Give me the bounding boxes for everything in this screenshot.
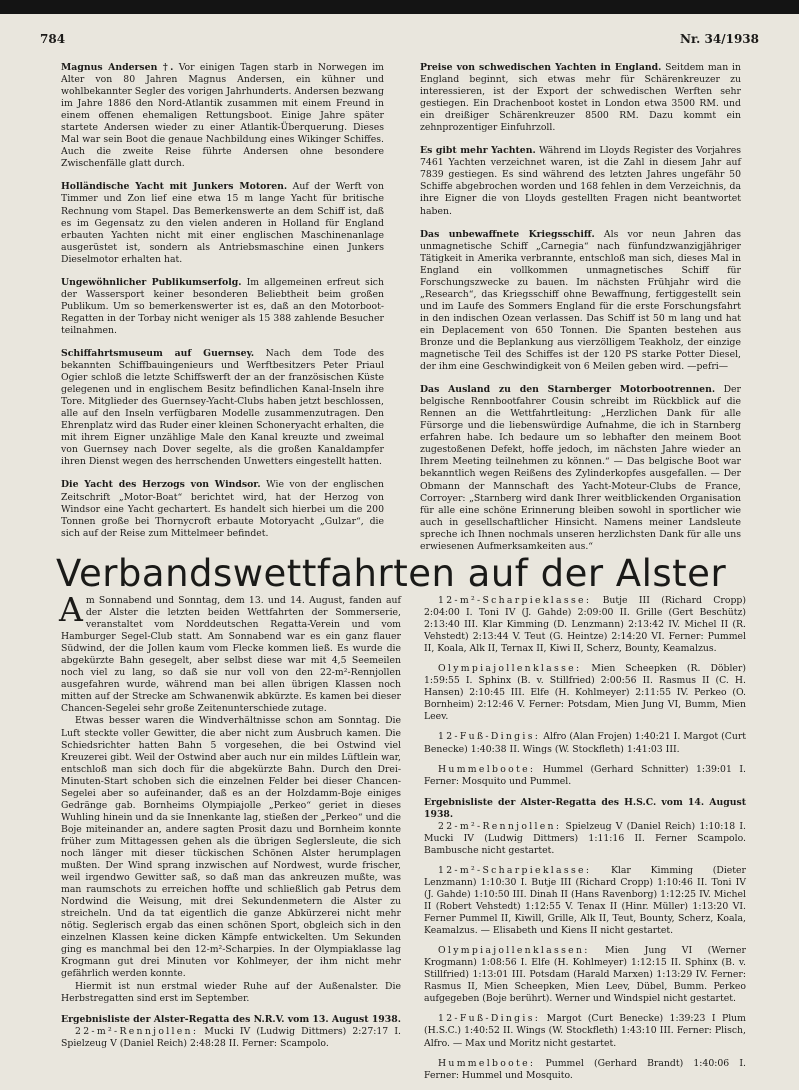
class-name: 22-m²-Rennjollen:: [75, 1025, 199, 1037]
results-text: Mien Scheepken (R. Döbler) 1:59:55 I. Sphinx (B. v. Stillfried) 2:00:56 II. Rasmus II (C. H. Hansen) 2:10:45 III. Elfe (H. Kohlmeyer) 2:11:55 IV. Perkeo (O. Bornheim) 2:12:46 V. Ferner: Potsdam, Mien Jung VI, Bumm, Mien Leev.: [424, 663, 746, 723]
class-name: Olympiajollenklasse:: [438, 663, 582, 675]
issue-number: Nr. 34/1938: [679, 32, 759, 46]
news-column-right: [420, 62, 741, 553]
results-entry: [424, 1058, 746, 1082]
results-entry: [424, 663, 746, 723]
news-title: Das unbewaffnete Kriegsschiff.: [420, 228, 595, 240]
drop-cap: A: [59, 590, 83, 629]
news-item: [420, 145, 741, 217]
article-paragraph: Etwas besser waren die Windverhältnisse schon am Sonntag. Die Luft steckte voller Gewitter, die aber nicht zum Ausbruch kamen. Die Schiedsrichter hatten Bahn 5 vorgesehen, die bei Ostwind viel Kreuzerei gibt. Weil der Ostwind aber auch nur ein mildes Lüftlein war, entschloß man sich doch für die abgekürzte Bahn. Durch den Drei-Minuten-Start schoben sich die einzelnen Felder bei dieser Chancen-Segelei aber so aufeinander, daß es an der Holzdamm-Boje einiges Gedränge gab. Bornheims Olympiajolle „Perkeo“ geriet in dieses Wuhling hinein und da sie Innenkante lag, stießen der „Perkeo“ und die Boje miteinander an, andere sagten Prosit dazu und Bornheim konnte früher zum Mittagessen gehen als die übrigen Seglersleute, die sich noch länger mit dieser tückischen Schönen Alster herumplagen mußten. Der Wind sprang inzwischen auf Nordwest, wurde frischer, weil irgendwo Gewitter saß, so daß man das ankreuzen mußte, was man raumschots zu erreichen hoffte und schließlich gab Petrus dem Nordwind die Weisung, mit drei Sekundenmetern die Alster zu streicheln. Und da tat eigentlich die ganze Abkürzerei nicht mehr nötig. Seglerisch ergab das einen schönen Sport, obgleich sich in den einzelnen Klassen keine dicken Kämpfe entwickelten. Um Sekunden ging es manchmal bei den 12-m²-Scharpies. In der Olympiaklasse lag Krogmann gut drei Minuten vor Kohlmeyer, der ihm nicht mehr gefährlich werden konnte.: [61, 715, 401, 980]
news-text: Wie von der englischen Zeitschrift „Motor-Boat“ berichtet wird, hat der Herzog von Windsor eine Yacht gechartert. Es handelt sich hierbei um die 200 Tonnen große bei Thornycroft erbaute Motoryacht „Gulzar“, die sich auf der Reise zum Mittelmeer befindet.: [61, 479, 384, 539]
results-entry: [424, 945, 746, 1005]
news-title: Die Yacht des Herzogs von Windsor.: [61, 479, 261, 491]
results-heading: Ergebnisliste der Alster-Regatta des N.R.V. vom 13. August 1938.: [61, 1013, 401, 1025]
results-heading: Ergebnisliste der Alster-Regatta des H.S.C. vom 14. August 1938.: [424, 796, 746, 820]
news-text: Im allgemeinen erfreut sich der Wassersport keiner besonderen Beliebtheit beim großen Publikum. Um so bemerkenswerter ist es, daß an den Motorboot-Regatten in der Torbay nicht weniger als 15 388 zahlende Besucher teilnahmen.: [61, 276, 384, 336]
news-title: Schiffahrtsmuseum auf Guernsey.: [61, 347, 255, 359]
news-text: Während im Lloyds Register des Vorjahres 7461 Yachten verzeichnet waren, ist die Zahl in diesem Jahr auf 7839 gestiegen. Es sind während des letzten Jahres ungefähr 50 Schiffe abgebrochen worden und 168 fehlen in dem Verzeichnis, da ihre Eigner die von Lloyds gestellten Fragen nicht beantwortet haben.: [420, 145, 741, 217]
news-text: Vor einigen Tagen starb in Norwegen im Alter von 80 Jahren Magnus Andersen, ein kühner und wohlbekannter Segler des vorigen Jahrhunderts. Andersen bezwang im Jahre 1886 den Nord-Atlantik zusammen mit einem Freund in einem offenen ehemaligen Rettungsboot. Einige Jahre später startete Andersen wieder zu einer Atlantik-Überquerung. Dieses Mal war sein Boot die genaue Nachbildung eines Wikinger Schiffes. Auch die zweite Reise führte Andersen ohne besondere Zwischenfälle glatt durch.: [61, 62, 384, 170]
news-item: [420, 229, 741, 374]
results-column-right: [424, 595, 746, 1090]
class-name: 12-m²-Scharpieklasse:: [438, 864, 592, 876]
news-column-left: [61, 62, 384, 540]
class-name: 12-m²-Scharpieklasse:: [438, 595, 592, 606]
results-entry: [424, 821, 746, 857]
class-name: 12-Fuß-Dingis:: [438, 731, 541, 743]
article-headline: Verbandswettfahrten auf der Alster: [56, 552, 727, 595]
news-title: Ungewöhnlicher Publikumserfolg.: [61, 276, 242, 288]
news-item: [61, 277, 384, 337]
results-entry: [424, 1013, 746, 1049]
class-name: 22-m²-Rennjollen:: [438, 820, 562, 832]
results-entry: [424, 731, 746, 755]
class-name: Hummelboote:: [438, 763, 536, 775]
page-number: 784: [40, 32, 66, 46]
news-title: Es gibt mehr Yachten.: [420, 145, 536, 157]
news-title: Holländische Yacht mit Junkers Motoren.: [61, 181, 288, 193]
article-paragraph: Hiermit ist nun erstmal wieder Ruhe auf der Außenalster. Die Herbstregatten sind erst im September.: [61, 980, 401, 1004]
article-column-left: [59, 590, 401, 1058]
news-title: Magnus Andersen †.: [61, 62, 174, 73]
results-text: Butje III (Richard Cropp) 2:04:00 I. Toni IV (J. Gahde) 2:09:00 II. Grille (Gert Beschütz) 2:13:40 III. Klar Kimming (D. Lenzmann) 2:13:42 IV. Michel II (R. Vehstedt) 2:13:44 V. Teut (G. Heintze) 2:14:20 VI. Ferner: Pummel II, Koala, Alk II, Ternax II, Kiwi II, Scherz, Bounty, Keamalzus.: [424, 595, 746, 655]
news-item: [61, 348, 384, 468]
news-title: Preise von schwedischen Yachten in England.: [420, 62, 662, 73]
news-title: Das Ausland zu den Starnberger Motorbootrennen.: [420, 384, 716, 396]
results-text: Hummel (Gerhard Schnitter) 1:39:01 I. Ferner: Mosquito und Pummel.: [424, 763, 746, 787]
results-entry: [424, 595, 746, 655]
news-text: Nach dem Tode des bekannten Schiffbauingenieurs und Werftbesitzers Peter Priaul Ogier schloß die letzte Schiffswerft der an der französischen Küste gelegenen und in englischem Besitz befindlichen Kanal-Inseln ihre Tore. Mitglieder des Guernsey-Yacht-Clubs haben jetzt beschlossen, alle auf den Inseln verfügbaren Modelle zusammenzutragen. Den Ehrenplatz wird das Ruder einer kleinen Schoneryacht erhalten, die mit ihrem Eigner unzählige Male den Kanal kreuzte und zweimal von Guernsey nach Dover segelte, als die großen Kanaldampfer ihren Dienst wegen des herrschenden Unwetters eingestellt hatten.: [61, 347, 384, 468]
news-item: [420, 384, 741, 553]
news-item: [420, 62, 741, 134]
news-item: [61, 181, 384, 265]
article-paragraph: [59, 590, 401, 715]
news-text: Als vor neun Jahren das unmagnetische Schiff „Carnegia“ nach fünfundzwanzigjähriger Tätigkeit in Amerika verbrannte, entschloß man sich, dieses Mal in England ein vollkommen unmagnetisches Schiff für Forschungszwecke zu bauen. Im nächsten Frühjahr wird die „Research“, das Kriegsschiff ohne Bewaffnung, fertiggestellt sein und im Laufe des Sommers England für die erste Forschungsfahrt in den indischen Ozean verlassen. Das Schiff ist 50 m lang und hat ein Deplacement von 650 Tonnen. Die Spanten bestehen aus Bronze und die Beplankung aus vierzölligem Teakholz, der einzige magnetische Teil des Schiffes ist der 120 PS starke Potter Diesel, der ihm eine Geschwindigkeit von 6 Meilen geben wird. —pefri—: [420, 228, 741, 373]
class-name: 12-Fuß-Dingis:: [438, 1013, 541, 1025]
results-text: Margot (Curt Benecke) 1:39:23 I Plum (H.S.C.) 1:40:52 II. Wings (W. Stockfleth) 1:43:10 III. Ferner: Plisch, Alfro. — Max und Moritz nicht gestartet.: [424, 1013, 746, 1049]
news-text: Der belgische Rennbootfahrer Cousin schreibt im Rückblick auf die Rennen an die Wettfahrtleitung: „Herzlichen Dank für alle Fürsorge und die liebenswürdige Aufnahme, die ich in Starnberg erfahren habe. Ich bedaure um so lebhafter den meinem Boot zugestoßenen Defekt, hoffe jedoch, im nächsten Jahre wieder an Ihrem Meeting teilnehmen zu können.“ — Das belgische Boot war bekanntlich wegen Reißens des Zylinderkopfes ausgefallen. — Der Obmann der Mannschaft des Yacht-Moteur-Clubs de France, Corroyer: „Starnberg wird dank Ihrer weitblickenden Organisation für alle eine schöne Erinnerung bleiben sowohl in sportlicher wie auch in gesellschaftlicher Hinsicht. Namens meiner Landsleute spreche ich Ihnen nochmals unseren herzlichsten Dank für alle uns erwiesenen Aufmerksamkeiten aus.“: [420, 384, 741, 552]
news-item: [61, 479, 384, 539]
results-text: Alfro (Alan Frojen) 1:40:21 I. Margot (Curt Benecke) 1:40:38 II. Wings (W. Stockfleth) 1:41:03 III.: [424, 731, 746, 755]
results-text: Mien Jung VI (Werner Krogmann) 1:08:56 I. Elfe (H. Kohlmeyer) 1:12:15 II. Sphinx (B. v. Stillfried) 1:13:01 III. Potsdam (Harald Marxen) 1:13:29 IV. Ferner: Rasmus II, Mien Scheepken, Mien Leev, Dübel, Bumm. Perkeo aufgegeben (Boje berührt). Werner und Windspiel nicht gestartet.: [424, 945, 746, 1005]
results-text: Spielzeug V (Daniel Reich) 1:10:18 I. Mucki IV (Ludwig Dittmers) 1:11:16 II. Ferner Scampolo. Bambusche nicht gestartet.: [424, 820, 746, 856]
results-entry: [61, 1026, 401, 1050]
results-entry: [424, 764, 746, 788]
news-text: Auf der Werft von Timmer und Zon lief eine etwa 15 m lange Yacht für britische Rechnung vom Stapel. Das Bemerkenswerte an dem Schiff ist, daß es im Gegensatz zu den vielen anderen in Holland für England erbauten Yachten nicht mit einer englischen Maschinenanlage ausgerüstet ist, sondern als Antriebsmaschine einen Junkers Dieselmotor erhalten hat.: [61, 181, 384, 265]
results-text: Mucki IV (Ludwig Dittmers) 2:27:17 I. Spielzeug V (Daniel Reich) 2:48:28 II. Ferner: Scampolo.: [61, 1025, 401, 1049]
class-name: Olympiajollenklassen:: [438, 945, 590, 957]
results-text: Pummel (Gerhard Brandt) 1:40:06 I. Ferner: Hummel und Mosquito.: [424, 1057, 746, 1081]
results-entry: [424, 865, 746, 937]
article-text: m Sonnabend und Sonntag, dem 13. und 14. August, fanden auf der Alster die letzten beiden Wettfahrten der Sommerserie, veranstaltet vom Norddeutschen Regatta-Verein und vom Hamburger Segel-Club statt. Am Sonnabend war es ein ganz flauer Südwind, der die Jollen kaum vom Flecke kommen ließ. Es wurde die abgekürzte Bahn gesegelt, aber selbst diese war mit 4,5 Seemeilen noch viel zu lang, so daß sie nur voll von den 22-m²-Rennjollen ausgefahren wurde, während man bei allen übrigen Klassen noch mitten auf der Strecke am Schwanenwik abkürzte. Es kamen bei dieser Chancen-Segelei sehr große Zeitenunterschiede zutage.: [61, 595, 401, 715]
news-text: Seitdem man in England beginnt, sich etwas mehr für Schärenkreuzer zu interessieren, ist der Export der schwedischen Werften sehr gestiegen. Ein Drachenboot kostet in London etwa 3500 RM. und ein dreißiger Schärenkreuzer 8500 RM. Dazu kommt ein zehnprozentiger Einfuhrzoll.: [420, 62, 741, 134]
news-item: [61, 62, 384, 170]
class-name: Hummelboote:: [438, 1057, 536, 1069]
scan-edge: [0, 0, 799, 14]
page-header: [40, 32, 759, 48]
results-text: Klar Kimming (Dieter Lenzmann) 1:10:30 I. Butje III (Richard Cropp) 1:10:46 II. Toni IV (J. Gahde) 1:10:50 III. Dinah II (Hans Ravenborg) 1:12:25 IV. Michel II (Robert Vehstedt) 1:12:55 V. Tenax II (Hinr. Müller) 1:13:20 VI. Ferner Pummel II, Kiwill, Grille, Alk II, Teut, Bounty, Scherz, Koala, Keamalzus. — Elisabeth und Kiens II nicht gestartet.: [424, 864, 746, 937]
